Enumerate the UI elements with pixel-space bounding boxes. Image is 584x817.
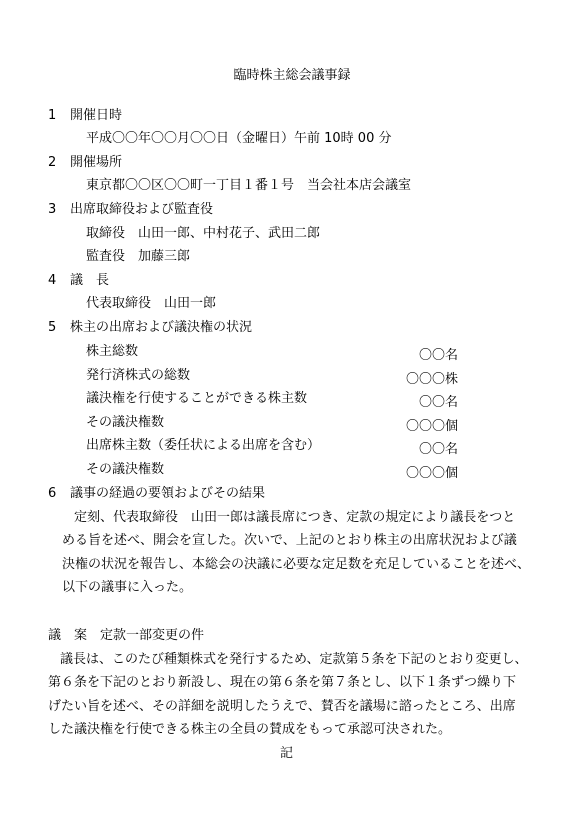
section-title: 議事の経過の要領およびその結果	[70, 486, 266, 501]
section-title: 開催日時	[70, 108, 123, 123]
agenda-heading: 議 案 定款一部変更の件	[48, 628, 205, 643]
attendance-row-value: 〇〇名	[418, 395, 458, 410]
section-title: 開催場所	[70, 155, 123, 170]
attendance-row-value: 〇〇〇個	[405, 466, 458, 481]
agenda-line: 議長は、このたび種類株式を発行するため、定款第５条を下記のとおり変更し、	[60, 652, 528, 667]
section-number: 1	[48, 108, 57, 123]
attendance-row-label: 発行済株式の総数	[86, 368, 191, 383]
proceedings-line: 定刻、代表取締役 山田一郎は議長席につき、定款の規定により議長をつと	[74, 510, 516, 525]
proceedings-line: 以下の議事に入った。	[62, 580, 193, 595]
section-number: 5	[48, 320, 57, 335]
agenda-line: げたい旨を述べ、その詳細を説明したうえで、賛否を議場に諮ったところ、出席	[48, 699, 516, 714]
attendance-row-value: 〇〇〇個	[405, 419, 458, 434]
section-2-body: 東京都〇〇区〇〇町一丁目１番１号 当会社本店会議室	[86, 178, 412, 193]
section-3-line-1: 取締役 山田一郎、中村花子、武田二郎	[86, 226, 321, 241]
attendance-row-label: その議決権数	[86, 415, 165, 430]
section-3-line-2: 監査役 加藤三郎	[86, 249, 191, 264]
proceedings-line: める旨を述べ、開会を宣した。次いで、上記のとおり株主の出席状況および議	[62, 533, 517, 548]
ki-marker: 記	[280, 746, 294, 761]
section-number: 4	[48, 273, 57, 288]
proceedings-line: 決権の状況を報告し、本総会の決議に必要な定足数を充足していることを述べ、	[62, 557, 531, 572]
section-1-body: 平成〇〇年〇〇月〇〇日（金曜日）午前 10時 00 分	[86, 131, 392, 146]
section-title: 株主の出席および議決権の状況	[70, 320, 253, 335]
attendance-row-label: 株主総数	[86, 344, 139, 359]
section-number: 6	[48, 486, 57, 501]
section-number: 3	[48, 202, 57, 217]
section-title: 議 長	[70, 273, 110, 288]
section-title: 出席取締役および監査役	[70, 202, 214, 217]
section-4-body: 代表取締役 山田一郎	[86, 296, 217, 311]
document-title: 臨時株主総会議事録	[233, 68, 351, 83]
agenda-line: 第６条を下記のとおり新設し、現在の第６条を第７条とし、以下１条ずつ繰り下	[48, 675, 517, 690]
attendance-row-label: 出席株主数（委任状による出席を含む）	[86, 438, 321, 453]
agenda-line: した議決権を行使できる株主の全員の賛成をもって承認可決された。	[48, 722, 452, 737]
attendance-row-value: 〇〇名	[418, 442, 458, 457]
attendance-row-label: 議決権を行使することができる株主数	[86, 391, 308, 406]
attendance-row-label: その議決権数	[86, 462, 165, 477]
section-number: 2	[48, 155, 57, 170]
attendance-row-value: 〇〇〇株	[405, 372, 458, 387]
attendance-row-value: 〇〇名	[418, 348, 458, 363]
